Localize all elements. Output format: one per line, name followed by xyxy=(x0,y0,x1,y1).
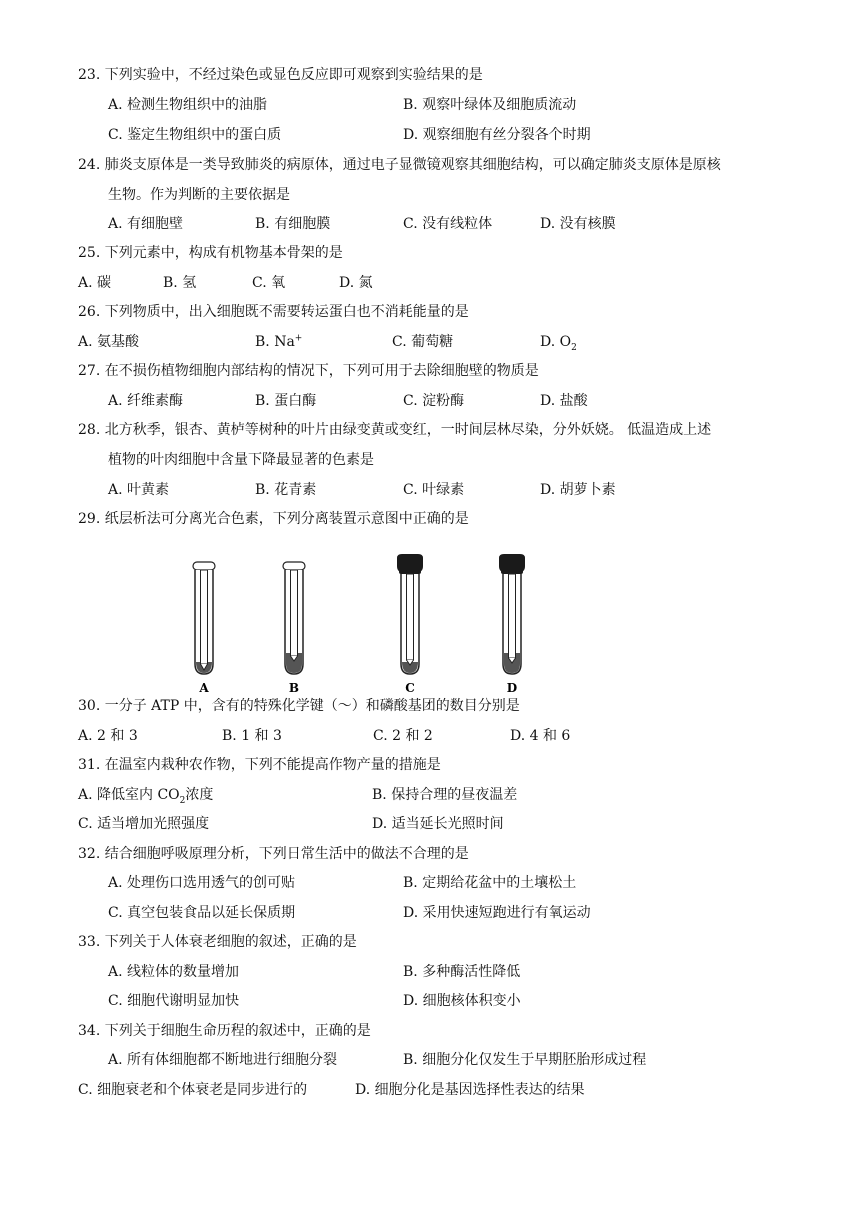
q25-stem: 25. 下列元素中，构成有机物基本骨架的是 xyxy=(78,245,343,261)
q28-stem-line2: 植物的叶肉细胞中含量下降最显著的色素是 xyxy=(108,452,374,468)
q26-option-c: C. 葡萄糖 xyxy=(392,334,454,350)
q34-option-b: B. 细胞分化仅发生于早期胚胎形成过程 xyxy=(403,1052,647,1068)
q27-option-d: D. 盐酸 xyxy=(540,393,588,409)
q32-option-b: B. 定期给花盆中的土壤松土 xyxy=(403,875,577,891)
q28-stem-line1: 28. 北方秋季，银杏、黄栌等树种的叶片由绿变黄或变红，一时间层林尽染，分外妖娆。 低温造成上述 xyxy=(78,422,712,438)
q31-option-a-subscript: 2 xyxy=(179,795,186,806)
q23-option-b: B. 观察叶绿体及细胞质流动 xyxy=(403,97,577,113)
tube-a xyxy=(193,562,215,674)
chromatography-diagram xyxy=(180,552,540,700)
tube-b-label: B xyxy=(288,681,300,695)
q34-option-d: D. 细胞分化是基因选择性表达的结果 xyxy=(355,1082,585,1098)
tube-c-label: C xyxy=(405,681,415,695)
q24-option-a: A. 有细胞壁 xyxy=(108,216,184,232)
q26-option-a: A. 氨基酸 xyxy=(78,334,140,350)
q33-option-b: B. 多种酶活性降低 xyxy=(403,964,521,980)
q30-stem: 30. 一分子 ATP 中，含有的特殊化学键（～）和磷酸基团的数目分别是 xyxy=(78,698,520,714)
q34-stem: 34. 下列关于细胞生命历程的叙述中，正确的是 xyxy=(78,1023,371,1039)
q31-option-d: D. 适当延长光照时间 xyxy=(372,816,504,832)
q33-stem: 33. 下列关于人体衰老细胞的叙述，正确的是 xyxy=(78,934,357,950)
q30-option-c: C. 2 和 2 xyxy=(373,728,433,744)
q24-option-d: D. 没有核膜 xyxy=(540,216,616,232)
q24-option-c: C. 没有线粒体 xyxy=(403,216,493,232)
q23-option-d: D. 观察细胞有丝分裂各个时期 xyxy=(403,127,591,143)
q31-option-b: B. 保持合理的昼夜温差 xyxy=(372,787,518,803)
tube-d xyxy=(499,554,525,674)
q24-stem-line2: 生物。作为判断的主要依据是 xyxy=(108,187,290,203)
q32-stem: 32. 结合细胞呼吸原理分析，下列日常生活中的做法不合理的是 xyxy=(78,846,469,862)
q33-option-d: D. 细胞核体积变小 xyxy=(403,993,521,1009)
q26-option-b-superscript: + xyxy=(294,333,303,344)
q27-option-a: A. 纤维素酶 xyxy=(108,393,184,409)
q26-option-b-text: B. Na xyxy=(255,334,295,350)
q25-option-a: A. 碳 xyxy=(78,275,112,291)
q26-option-d-subscript: 2 xyxy=(571,342,577,353)
q32-option-a: A. 处理伤口选用透气的创可贴 xyxy=(108,875,296,891)
q25-option-b: B. 氢 xyxy=(163,275,197,291)
q33-option-c: C. 细胞代谢明显加快 xyxy=(108,993,240,1009)
q23-option-c: C. 鉴定生物组织中的蛋白质 xyxy=(108,127,282,143)
tube-c xyxy=(397,554,423,674)
q26-option-d xyxy=(540,333,577,351)
q34-option-c: C. 细胞衰老和个体衰老是同步进行的 xyxy=(78,1082,308,1098)
q30-option-a: A. 2 和 3 xyxy=(78,728,138,744)
q27-option-b: B. 蛋白酶 xyxy=(255,393,317,409)
q25-option-c: C. 氧 xyxy=(252,275,286,291)
q28-option-d: D. 胡萝卜素 xyxy=(540,482,616,498)
q28-option-c: C. 叶绿素 xyxy=(403,482,465,498)
q32-option-d: D. 采用快速短跑进行有氧运动 xyxy=(403,905,591,921)
q28-option-a: A. 叶黄素 xyxy=(108,482,170,498)
tube-d-label: D xyxy=(506,681,518,695)
q30-option-d: D. 4 和 6 xyxy=(510,728,571,744)
chromatography-figure xyxy=(180,552,540,700)
q26-option-b xyxy=(255,333,302,351)
q23-stem: 23. 下列实验中，不经过染色或显色反应即可观察到实验结果的是 xyxy=(78,67,483,83)
q26-option-d-text: D. O xyxy=(540,334,572,350)
q28-option-b: B. 花青素 xyxy=(255,482,317,498)
q31-option-a xyxy=(78,786,213,804)
q30-option-b: B. 1 和 3 xyxy=(222,728,282,744)
q31-stem: 31. 在温室内栽种农作物，下列不能提高作物产量的措施是 xyxy=(78,757,441,773)
q31-option-c: C. 适当增加光照强度 xyxy=(78,816,210,832)
q34-option-a: A. 所有体细胞都不断地进行细胞分裂 xyxy=(108,1052,338,1068)
q33-option-a: A. 线粒体的数量增加 xyxy=(108,964,240,980)
q32-option-c: C. 真空包装食品以延长保质期 xyxy=(108,905,296,921)
q24-option-b: B. 有细胞膜 xyxy=(255,216,331,232)
q23-option-a: A. 检测生物组织中的油脂 xyxy=(108,97,268,113)
tube-a-label: A xyxy=(199,681,209,695)
q27-stem: 27. 在不损伤植物细胞内部结构的情况下，下列可用于去除细胞壁的物质是 xyxy=(78,363,539,379)
q25-option-d: D. 氮 xyxy=(339,275,373,291)
q24-stem-line1: 24. 肺炎支原体是一类导致肺炎的病原体，通过电子显微镜观察其细胞结构，可以确定肺炎支原体是原核 xyxy=(78,157,721,173)
q27-option-c: C. 淀粉酶 xyxy=(403,393,465,409)
tube-b xyxy=(283,562,305,674)
q31-option-a-text: A. 降低室内 CO xyxy=(78,787,180,803)
q31-option-a-suffix: 浓度 xyxy=(185,787,214,803)
q29-stem: 29. 纸层析法可分离光合色素，下列分离装置示意图中正确的是 xyxy=(78,511,469,527)
q26-stem: 26. 下列物质中，出入细胞既不需要转运蛋白也不消耗能量的是 xyxy=(78,304,469,320)
